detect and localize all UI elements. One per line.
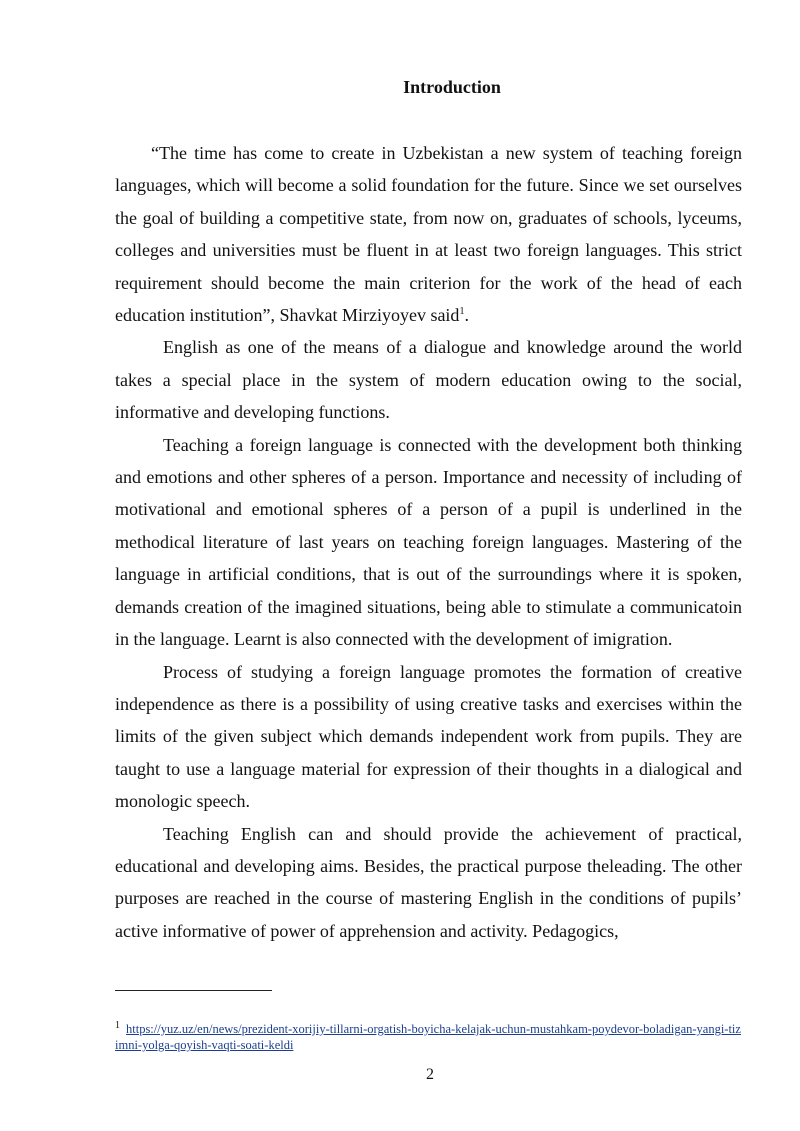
page-number: 2 — [426, 1066, 434, 1083]
footnote — [115, 1021, 742, 1053]
paragraph-2: English as one of the means of a dialogue and knowledge around the world takes a special place in the system of modern education owing to the social, informative and developing functions. — [115, 337, 742, 423]
body-text — [115, 137, 742, 947]
paragraph-4: Process of studying a foreign language promotes the formation of creative independence as there is a possibility of using creative tasks and exercises within the limits of the given subject which demands independent work from pupils. They are taught to use a language material for expression of their thoughts in a dialogical and monologic speech. — [115, 661, 742, 812]
paragraph-3: Teaching a foreign language is connected with the development both thinking and emotions and other spheres of a person. Importance and necessity of including of motivational and emotional spheres of a person of a pupil is underlined in the methodical literature of last years on teaching foreign languages. Mastering of the language in artificial conditions, that is out of the surroundings where it is spoken, demands creation of the imagined situations, being able to stimulate a communicatoin in the language. Learnt is also connected with the development of imigration. — [115, 434, 742, 650]
footnote-reference[interactable]: 1 — [459, 306, 465, 318]
footnote-link[interactable]: https://yuz.uz/en/news/prezident-xorijiy-tillarni-orgatish-boyicha-kelajak-uchun-mustahkam-poydevor-boladigan-yangi-tizimni-yolga-qoyish-vaqti-soati-keldi — [115, 1022, 741, 1052]
paragraph-1-text: “The time has come to create in Uzbekistan a new system of teaching foreign languages, which will become a solid foundation for the future. Since we set ourselves the goal of building a competitive state, from now on, graduates of schools, lyceums, colleges and universities must be fluent in at least two foreign languages. This strict requirement should become the main criterion for the work of the head of each education institution”, Shavkat Mirziyoyev said — [115, 143, 742, 326]
paragraph-1: “The time has come to create in Uzbekistan a new system of teaching foreign languages, which will become a solid foundation for the future. Since we set ourselves the goal of building a competitive state, from now on, graduates of schools, lyceums, colleges and universities must be fluent in at least two foreign languages. This strict requirement should become the main criterion for the work of the head of each education institution”, Shavkat Mirziyoyev said$^1$. — [115, 143, 742, 326]
footnote-number: 1 — [115, 1019, 120, 1031]
paragraph-5: Teaching English can and should provide the achievement of practical, educational and developing aims. Besides, the practical purpose theleading. The other purposes are reached in the course of mastering English in the conditions of pupils’ active informative of power of apprehension and activity. Pedagogics, — [115, 823, 742, 941]
footnote-divider — [115, 990, 272, 991]
section-title: Introduction — [403, 77, 501, 97]
